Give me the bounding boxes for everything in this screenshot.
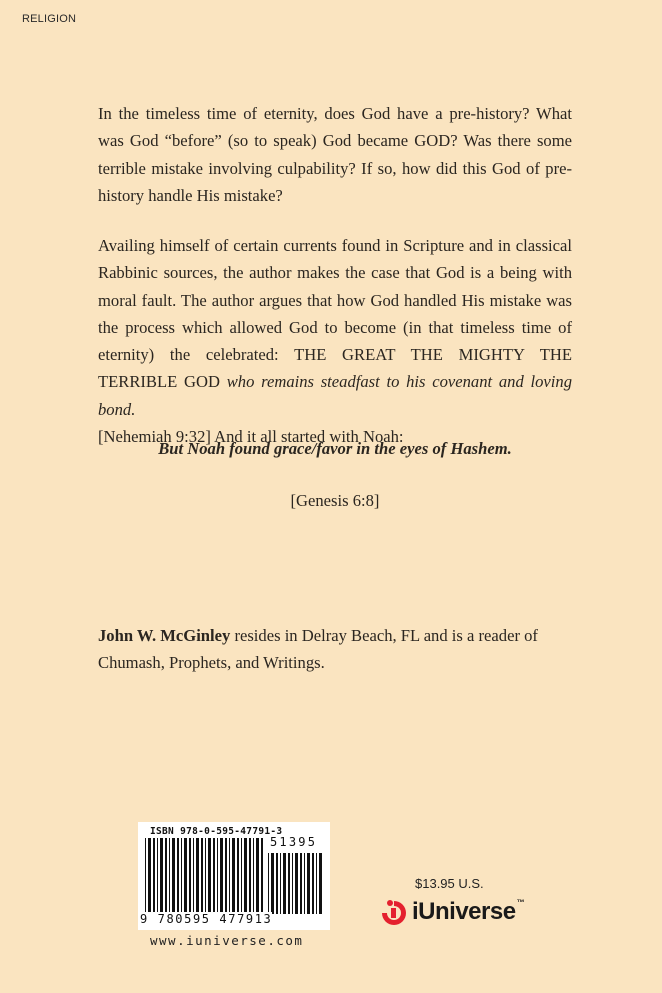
barcode-bar	[244, 838, 247, 914]
description-paragraph-1	[98, 100, 572, 209]
paragraph-2-line-6	[98, 368, 572, 423]
paragraph-2-line-1: Availing himself of certain currents found in Scripture and in classical	[98, 236, 572, 255]
barcode-bar	[177, 838, 179, 914]
isbn-text: ISBN 978-0-595-47791-3	[150, 826, 283, 837]
paragraph-2-line-7: [Nehemiah 9:32] And it all started with Noah:	[98, 427, 404, 447]
barcode-bar	[172, 838, 175, 914]
barcode-bar	[184, 838, 187, 914]
ean-digits: 9 780595 477913	[140, 912, 273, 926]
barcode-bar	[169, 838, 170, 914]
barcode-bar	[196, 838, 199, 914]
barcode-bar	[229, 838, 230, 914]
barcode-bar	[268, 853, 269, 914]
barcode-bar	[148, 838, 151, 914]
covenant-italic-text: who remains steadfast to his covenant and loving bond.	[98, 372, 572, 419]
barcode-bar	[307, 853, 310, 914]
publisher-name: iUniverse	[412, 898, 516, 925]
iuniverse-swirl-icon	[380, 897, 408, 927]
barcode-bar	[292, 853, 293, 914]
scripture-reference: [Genesis 6:8]	[290, 491, 380, 510]
paragraph-1-line-1: In the timeless time of eternity, does God have a pre-history? What	[98, 104, 572, 123]
barcode-bar	[276, 853, 278, 914]
barcode-bar	[165, 838, 167, 914]
barcode-bar	[181, 838, 182, 914]
paragraph-2-line-3: moral fault. The author argues that how God handled His mistake was	[98, 290, 572, 310]
barcode-bar	[193, 838, 194, 914]
barcode-bar	[213, 838, 215, 914]
paragraph-2-line-5: eternity) the celebrated: THE GREAT THE MIGHTY THE	[98, 345, 572, 365]
barcode-bar	[205, 838, 206, 914]
barcode-bar	[271, 853, 274, 914]
addon-barcode	[268, 853, 324, 914]
barcode-bar	[312, 853, 314, 914]
barcode-bar	[189, 838, 191, 914]
author-bio	[98, 622, 572, 677]
paragraph-1-line-3: terrible mistake involving culpability? If so, how did this God of pre-	[98, 158, 572, 178]
publisher-website: www.iuniverse.com	[150, 933, 304, 948]
barcode-bar	[288, 853, 290, 914]
paragraph-2-line-4: the process which allowed God to become (in that timeless time of	[98, 317, 572, 337]
barcode-bar	[225, 838, 227, 914]
barcode-bar	[261, 838, 263, 914]
category-label: RELIGION	[22, 13, 77, 25]
barcode-bar	[220, 838, 223, 914]
barcode-bar	[153, 838, 155, 914]
barcode-bar	[232, 838, 235, 914]
barcode-bar	[283, 853, 286, 914]
paragraph-1-line-4: history handle His mistake?	[98, 185, 283, 205]
description-paragraph-2	[98, 232, 572, 450]
paragraph-1-line-2: was God “before” (so to speak) God became GOD? Was there some	[98, 131, 572, 151]
barcode-bar	[319, 853, 322, 914]
barcode-bar	[280, 853, 281, 914]
barcode-bar	[237, 838, 239, 914]
barcode-bar	[300, 853, 302, 914]
ean-barcode	[145, 838, 265, 914]
barcode-bar	[157, 838, 158, 914]
author-name: John W. McGinley	[98, 626, 231, 645]
price-label: $13.95 U.S.	[415, 876, 484, 891]
barcode-bar	[256, 838, 259, 914]
bio-text-1: resides in Delray Beach, FL and is a reader of	[230, 626, 538, 645]
barcode-bar	[201, 838, 203, 914]
scripture-quote: But Noah found grace/favor in the eyes of Hashem.	[158, 439, 512, 458]
terrible-god-text: TERRIBLE GOD	[98, 372, 227, 392]
barcode-bar	[304, 853, 305, 914]
barcode-bar	[295, 853, 298, 914]
publisher-logo	[380, 897, 524, 927]
paragraph-2-line-2: Rabbinic sources, the author makes the case that God is a being with	[98, 263, 572, 283]
trademark-symbol: ™	[516, 898, 525, 907]
bio-text-2: Chumash, Prophets, and Writings.	[98, 653, 325, 673]
barcode-bar	[253, 838, 254, 914]
price-addon-digits: 51395	[270, 835, 318, 849]
barcode-bar	[217, 838, 218, 914]
barcode-bar	[249, 838, 251, 914]
barcode-bar	[208, 838, 211, 914]
barcode-bar	[241, 838, 242, 914]
barcode-bar	[316, 853, 317, 914]
barcode-bar	[160, 838, 163, 914]
barcode-bar	[145, 838, 146, 914]
